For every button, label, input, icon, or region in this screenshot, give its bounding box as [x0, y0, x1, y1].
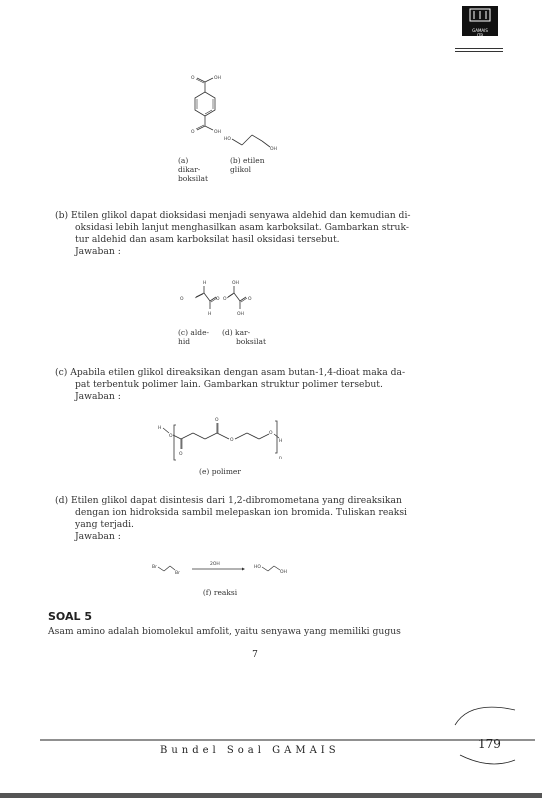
header-rule: [455, 48, 503, 49]
caption-c: [178, 328, 209, 346]
aldehyde-carboxylic-structures: [170, 278, 270, 328]
caption-b-line1: (b) etilen: [230, 156, 265, 165]
atom-ho-product: HO: [254, 565, 261, 570]
caption-e: (e) polimer: [199, 467, 241, 476]
caption-d-line2: boksilat: [236, 337, 266, 346]
question-d-line3: yang terjadi.: [75, 519, 134, 530]
atom-h-end: H: [158, 426, 162, 431]
reagent-label: 2OH: [210, 562, 220, 567]
footer-page-number: 179: [478, 737, 501, 751]
question-c-line2: pat terbentuk polimer lain. Gambarkan struktur polimer tersebut.: [75, 379, 383, 390]
caption-d: [222, 328, 266, 346]
question-d-answer-label: Jawaban :: [75, 531, 121, 542]
caption-a-line3: boksilat: [178, 174, 208, 183]
atom-h-2: H: [208, 312, 212, 317]
reaction-scheme: [150, 558, 310, 583]
atom-o-2: O: [216, 297, 220, 302]
header-rule-2: [455, 51, 503, 52]
question-b-line3: tur aldehid dan asam karboksilat hasil oksidasi tersebut.: [75, 234, 340, 245]
atom-oh-1: OH: [232, 281, 239, 286]
logo-line2: ITB: [476, 33, 484, 38]
question-c: [55, 367, 425, 403]
atom-oh-top: OH: [214, 76, 221, 81]
footer-title: Bundel Soal GAMAIS: [160, 745, 340, 756]
caption-d-line1: (d) kar-: [222, 328, 251, 337]
atom-oh-2: OH: [237, 312, 244, 317]
atom-o-bottom: O: [191, 130, 195, 135]
atom-o-ester-2: O: [230, 438, 234, 443]
atom-h-end-2: H: [279, 439, 283, 444]
caption-f: (f) reaksi: [202, 588, 238, 597]
atom-h-1: H: [203, 281, 207, 286]
caption-b-line2: glikol: [230, 165, 252, 174]
atom-o-ester-1: O: [169, 434, 173, 439]
soal5-title: SOAL 5: [48, 610, 92, 623]
atom-ho: HO: [224, 137, 231, 142]
atom-o-3: O: [223, 297, 227, 302]
question-b-line1: (b) Etilen glikol dapat dioksidasi menjadi senyawa aldehid dan kemudian di-: [55, 210, 411, 221]
atom-o-1: O: [180, 297, 184, 302]
logo-line1: GAMAIS: [472, 28, 488, 33]
question-b-answer-label: Jawaban :: [75, 246, 121, 257]
atom-o-carbonyl-1: O: [179, 452, 183, 457]
question-d: [55, 495, 435, 543]
caption-a: [178, 156, 208, 183]
question-b-line2: oksidasi lebih lanjut menghasilkan asam karboksilat. Gambarkan struk-: [75, 222, 409, 233]
caption-a-line2: dikar-: [178, 165, 201, 174]
atom-o-4: O: [248, 297, 252, 302]
repeat-n: n: [279, 456, 282, 461]
caption-a-line1: (a): [178, 156, 189, 165]
polymer-structure: [155, 415, 315, 465]
ethylene-glycol-structure: [220, 125, 280, 155]
atom-br-2: Br: [175, 571, 180, 576]
atom-oh-bottom: OH: [214, 130, 221, 135]
atom-oh-product: OH: [280, 570, 287, 575]
question-d-line1: (d) Etilen glikol dapat disintesis dari 1,2-dibromometana yang direaksikan: [55, 495, 402, 506]
question-b: [55, 210, 425, 258]
caption-b: [230, 156, 265, 174]
atom-o-end: O: [269, 431, 273, 436]
atom-o-carbonyl-2: O: [215, 418, 219, 423]
page-number: 7: [252, 650, 258, 660]
caption-c-line2: hid: [178, 337, 191, 346]
atom-oh: OH: [270, 147, 277, 152]
caption-c-line1: (c) alde-: [178, 328, 210, 337]
soal5-text: Asam amino adalah biomolekul amfolit, yaitu senyawa yang memiliki gugus: [48, 626, 401, 637]
atom-br-1: Br: [152, 565, 157, 570]
atom-o-top: O: [191, 76, 195, 81]
gamais-logo: [462, 6, 498, 36]
question-c-answer-label: Jawaban :: [75, 391, 121, 402]
question-d-line2: dengan ion hidroksida sambil melepaskan ion bromida. Tuliskan reaksi: [75, 507, 407, 518]
question-c-line1: (c) Apabila etilen glikol direaksikan dengan asam butan-1,4-dioat maka da-: [55, 367, 406, 378]
logo-emblem-icon: [462, 6, 498, 24]
